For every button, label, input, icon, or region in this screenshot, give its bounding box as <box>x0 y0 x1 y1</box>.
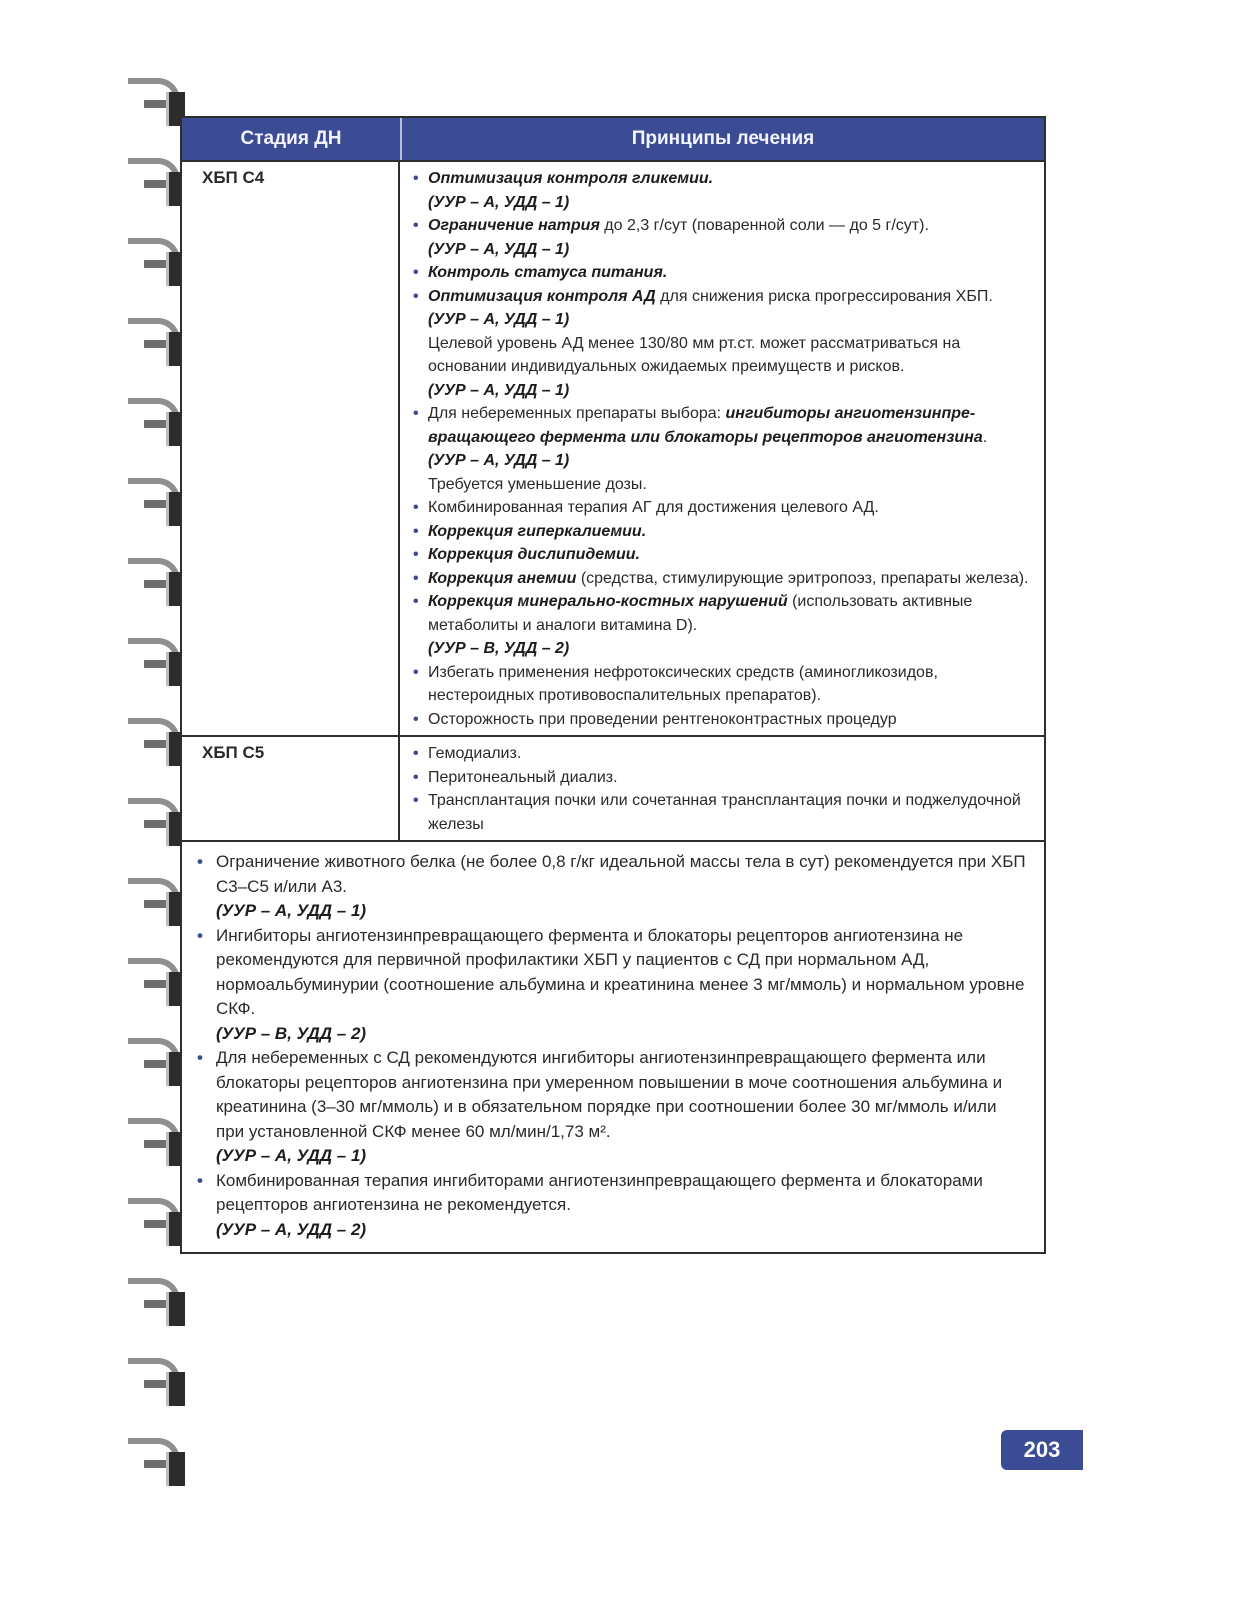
item-text: Комбинированная терапия ингибиторами ангиотензинпревращающего фермента и блокаторами рецепторов ангиотензина не рекомендуется. <box>216 1170 983 1214</box>
evidence-level: (УУР – В, УДД – 2) <box>216 1023 367 1043</box>
evidence-level: (УУР – А, УДД – 1) <box>428 193 570 211</box>
header-stage: Стадия ДН <box>182 118 402 160</box>
item-text: Ингибиторы ангиотензинпревращающего фермента и блокаторы рецепторов ангиотензина не рекомендуются для первичной профилактики ХБП у пациентов с СД при нормальном АД, нормоальбуминурии (соотношение альбумина и креатинина менее 3 мг/ммоль) и нормальном уровне СКФ. <box>216 925 1025 1018</box>
table-row <box>182 162 1044 737</box>
list-item <box>410 496 1030 520</box>
item-emphasis: Коррекция анемии <box>428 569 577 587</box>
item-text: Гемодиализ. <box>428 745 522 762</box>
list-item <box>410 214 1030 261</box>
list-item <box>410 261 1030 285</box>
item-emphasis: Ограничение натрия <box>428 217 600 234</box>
evidence-level: (УУР – А, УДД – 1) <box>216 901 367 920</box>
evidence-level: (УУР – А, УДД – 1) <box>428 240 570 258</box>
list-item <box>194 1169 1026 1243</box>
item-emphasis: Коррекция минерально-костных нарушений <box>428 593 788 610</box>
list-item <box>410 402 1030 496</box>
page-number: 203 <box>1001 1430 1083 1470</box>
evidence-level: (УУР – А, УДД – 1) <box>428 452 570 469</box>
binding-ring <box>128 1270 190 1330</box>
list-item <box>410 543 1030 567</box>
list-item <box>194 850 1026 924</box>
list-item <box>410 285 1030 403</box>
item-text: Для небеременных препараты выбора: <box>428 405 726 422</box>
list-item <box>410 567 1030 591</box>
item-emphasis: Оптимизация контроля гликемии. <box>428 170 714 187</box>
item-emphasis: Коррекция гиперкалиемии. <box>428 522 647 540</box>
treatment-table <box>180 116 1046 1254</box>
evidence-level: (УУР – В, УДД – 2) <box>428 640 570 657</box>
item-emphasis: ингибиторы ангиотензинпревращающего фермента или блокаторы рецепторов ангиотензина <box>428 405 983 446</box>
item-text: . <box>982 428 988 446</box>
item-text: Перитонеальный диализ. <box>428 768 618 786</box>
item-text: Трансплантация почки или сочетанная трансплантация почки и поджелудочной железы <box>428 792 1021 833</box>
header-treatment: Принципы лечения <box>631 128 815 149</box>
list-item <box>410 661 1030 708</box>
treatment-cell <box>400 737 1044 840</box>
list-item <box>410 167 1030 214</box>
binding-ring <box>128 1350 190 1410</box>
item-text: Ограничение животного белка (не более 0,8 г/кг идеальной массы тела в сут) рекомендуется при ХБП С3–С5 и/или А3. <box>216 852 1026 896</box>
item-text: Избегать применения нефротоксических средств (аминогликозидов, нестероидных противовоспалительных препаратов). <box>428 663 938 704</box>
list-item <box>410 520 1030 544</box>
evidence-level: (УУР – А, УДД – 2) <box>216 1219 367 1239</box>
stage-cell: ХБП С4 <box>182 162 400 735</box>
item-text: до 2,3 г/сут (поваренной соли — до 5 г/сут). <box>599 217 929 234</box>
item-text: для снижения риска прогрессирования ХБП. <box>655 287 993 305</box>
table-header <box>182 118 1044 162</box>
list-item <box>410 742 1030 766</box>
item-emphasis: Оптимизация контроля АД <box>428 287 656 305</box>
evidence-level: (УУР – А, УДД – 1) <box>428 381 570 399</box>
evidence-level: (УУР – А, УДД – 1) <box>216 1146 367 1165</box>
evidence-level: (УУР – А, УДД – 1) <box>428 311 570 328</box>
treatment-cell <box>400 162 1044 735</box>
item-text: (использовать активные метаболиты и аналоги витамина D). <box>428 593 973 634</box>
list-item <box>410 590 1030 661</box>
list-item <box>410 708 1030 732</box>
table-row <box>182 737 1044 842</box>
list-item <box>194 924 1026 1047</box>
list-item <box>410 766 1030 790</box>
item-text: Для небеременных с СД рекомендуются ингибиторы ангиотензинпревращающего фермента или блокаторы рецепторов ангиотензина при умеренном повышении в моче соотношения альбумина и креатинина (3–30 мг/ммоль) и в обязательном порядке при соотношении более 30 мг/ммоль и/или при установленной СКФ менее 60 мл/мин/1,73 м². <box>216 1048 1003 1141</box>
item-text: Комбинированная терапия АГ для достижения целевого АД. <box>428 499 879 516</box>
item-note: Требуется уменьшение дозы. <box>428 475 647 493</box>
general-recommendations <box>182 842 1044 1252</box>
item-text: (средства, стимулирующие эритропоэз, препараты железа). <box>576 569 1029 587</box>
item-emphasis: Коррекция дислипидемии. <box>428 546 640 563</box>
item-text: Осторожность при проведении рентгеноконтрастных процедур <box>428 710 897 728</box>
item-note: Целевой уровень АД менее 130/80 мм рт.ст. может рассматриваться на основании индивидуальных ожидаемых преимуществ и рисков. <box>428 334 961 375</box>
list-item <box>194 1046 1026 1169</box>
list-item <box>410 789 1030 836</box>
binding-ring <box>128 1430 190 1490</box>
item-emphasis: Контроль статуса питания. <box>428 264 668 281</box>
stage-cell: ХБП С5 <box>182 737 400 840</box>
